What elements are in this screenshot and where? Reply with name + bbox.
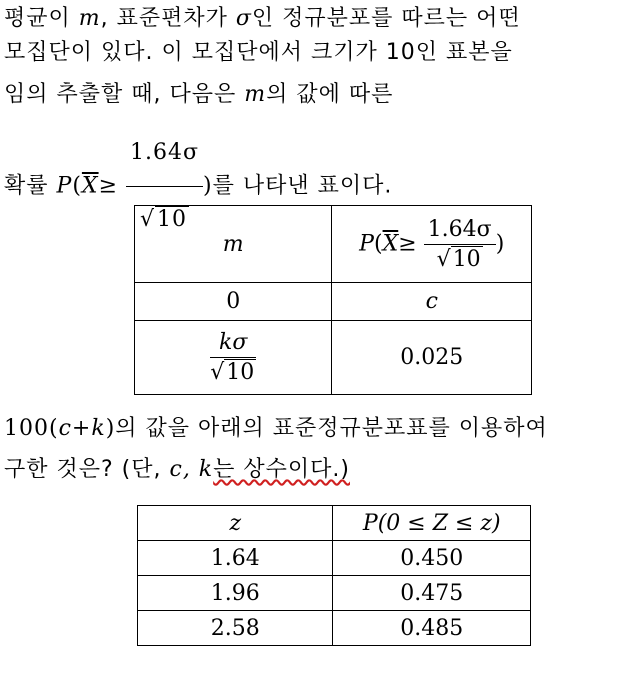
header-fraction: $\frac{1.64\sigma}{√10}$ [424,217,496,272]
table-cell: 1.96 [138,576,333,611]
table-row [138,506,531,541]
problem-line-6: 구한 것은? (단, c, k는 상수이다.) [4,457,350,482]
table-cell [135,321,332,395]
table-cell: 0 [135,283,332,321]
table-row [138,576,531,611]
problem-line-4: 확률 $P(\overline{X}\ge$ $\frac{1.64\sigma}{√10}$ )를 나타낸 표이다. [4,122,392,251]
header-cell: $P(\overline{X}\ge$ $\frac{1.64\sigma}{√10}$ ) [332,206,532,283]
header-cell: z [138,506,333,541]
row-fraction: $\frac{k\sigma}{√10}$ [210,330,255,385]
table-row [138,611,531,646]
header-cell: m [135,206,332,283]
table-cell: 0.025 [332,321,532,395]
inline-fraction: $\frac{1.64\sigma}{√10}$ [126,122,203,251]
problem-line-2: 모집단이 있다. 이 모집단에서 크기가 10인 표본을 [4,40,513,65]
table-row [135,321,532,395]
table-row [138,541,531,576]
problem-line-5: 100(c+k)의 값을 아래의 표준정규분포표를 이용하여 [4,416,548,441]
table-cell: 0.475 [333,576,531,611]
header-cell: P(0 ≤ Z ≤ z) [333,506,531,541]
sqrt-sign: √10 [436,246,481,272]
table-cell: 1.64 [138,541,333,576]
standard-normal-table [137,505,531,646]
table-cell: c [332,283,532,321]
table-row [135,206,532,283]
problem-line-1: 평균이 m, 표준편차가 σ인 정규분포를 따르는 어떤 [4,6,521,31]
table-cell: 0.485 [333,611,531,646]
problem-line-3: 임의 추출할 때, 다음은 m의 값에 따른 [4,82,394,107]
table-cell: 2.58 [138,611,333,646]
probability-table [134,205,532,395]
table-row [135,283,532,321]
sqrt-sign: √10 [140,207,188,232]
sqrt-sign: √10 [210,360,255,385]
table-cell: 0.450 [333,541,531,576]
